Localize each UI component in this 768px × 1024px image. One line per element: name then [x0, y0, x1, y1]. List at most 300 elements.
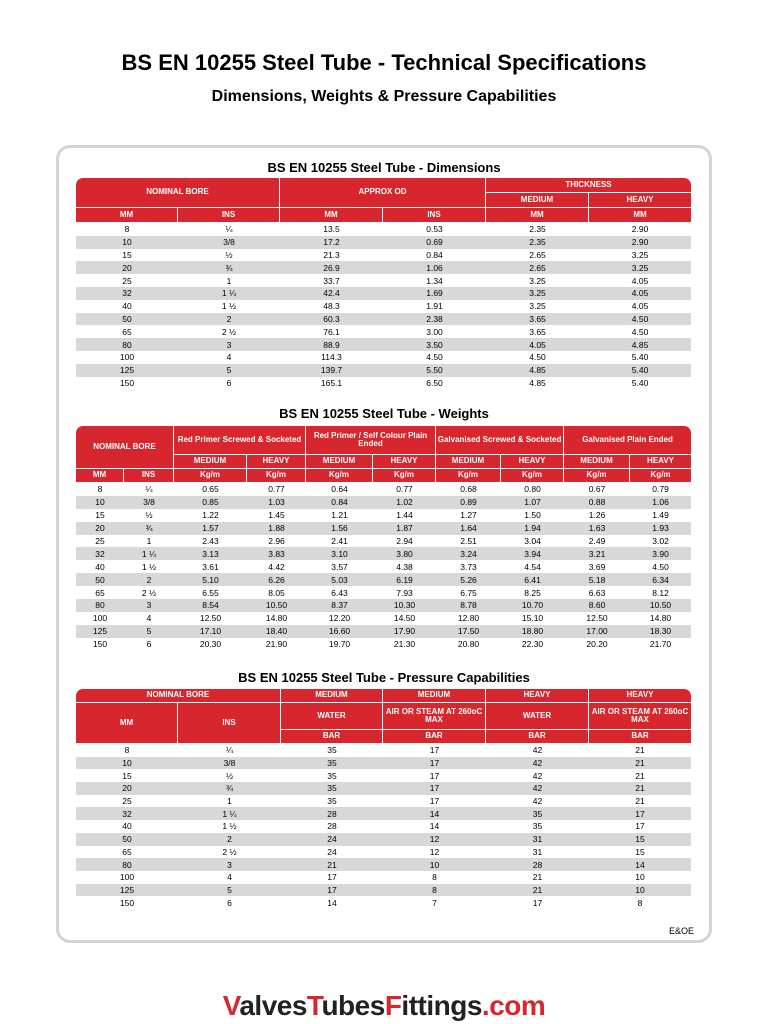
- table-row: [76, 313, 691, 326]
- header-heavy: HEAVY: [501, 455, 564, 469]
- brand-part: F: [384, 990, 402, 1021]
- table-row: [76, 236, 691, 249]
- table-row: [76, 223, 691, 236]
- table-cell: 1.22: [202, 510, 219, 521]
- table-cell: 21: [532, 872, 543, 883]
- table-cell: 21: [635, 745, 645, 756]
- table-cell: 15: [122, 249, 132, 260]
- table-cell: 15: [589, 833, 691, 846]
- table-cell: 5.18: [564, 573, 630, 586]
- table-cell: 1.50: [524, 510, 541, 521]
- header-heavy: HEAVY: [247, 455, 306, 469]
- table-row: [76, 522, 691, 535]
- table-cell: 42.4: [280, 287, 383, 300]
- table-cell: 40: [122, 301, 132, 312]
- table-cell: 35: [486, 807, 589, 820]
- table-cell: 2 ½: [221, 326, 237, 337]
- table-cell: 20: [76, 261, 178, 274]
- table-cell: 10.70: [501, 599, 564, 612]
- table-cell: 6.50: [426, 377, 443, 388]
- table-row: [76, 261, 691, 274]
- table-cell: 15.10: [521, 613, 544, 624]
- table-cell: 17.90: [373, 625, 436, 638]
- table-cell: 4.38: [396, 561, 413, 572]
- table-cell: 40: [122, 821, 132, 832]
- table-cell: 6: [227, 897, 232, 908]
- table-cell: 2.65: [529, 249, 546, 260]
- table-cell: 17.10: [174, 625, 247, 638]
- table-cell: 0.80: [524, 484, 541, 495]
- table-cell: 8.54: [174, 599, 247, 612]
- table-cell: 2: [178, 833, 281, 846]
- table-cell: 4.05: [589, 287, 691, 300]
- header-thickness-medium: MEDIUM: [486, 193, 589, 208]
- header-unit: Kg/m: [247, 469, 306, 483]
- table-cell: 0.77: [396, 484, 413, 495]
- table-cell: 20.80: [457, 639, 480, 650]
- table-cell: 2.94: [396, 536, 413, 546]
- table-cell: 6.34: [630, 573, 691, 586]
- table-row: [76, 496, 691, 509]
- header-group-galv-plain: Galvanised Plain Ended: [564, 426, 691, 455]
- table-cell: 8.05: [268, 587, 285, 598]
- table-cell: 1.88: [247, 522, 306, 535]
- table-cell: 0.69: [383, 236, 486, 249]
- table-cell: 14.50: [393, 613, 416, 624]
- header-heavy-mm: MM: [589, 208, 691, 223]
- table-cell: 3.13: [174, 547, 247, 560]
- table-cell: 10: [589, 884, 691, 897]
- table-cell: 18.30: [630, 625, 691, 638]
- table-cell: 42: [532, 770, 543, 781]
- table-cell: 3.04: [524, 536, 541, 546]
- table-cell: 8.37: [306, 599, 373, 612]
- table-cell: 28: [327, 821, 337, 832]
- table-cell: 15: [95, 510, 105, 521]
- dimensions-body: [76, 223, 691, 389]
- table-cell: 22.30: [521, 639, 544, 650]
- table-cell: 1.87: [373, 522, 436, 535]
- table-cell: 16.60: [306, 625, 373, 638]
- table-cell: 14: [383, 807, 486, 820]
- table-cell: 17: [383, 782, 486, 795]
- table-cell: 1.02: [373, 496, 436, 509]
- table-row: [76, 896, 691, 909]
- table-cell: 35: [327, 745, 337, 756]
- table-cell: 3.80: [373, 547, 436, 560]
- table-row: [76, 846, 691, 859]
- table-cell: 40: [95, 561, 105, 572]
- table-cell: 2.51: [460, 536, 477, 546]
- header-air-steam: AIR OR STEAM AT 260oC MAX: [589, 703, 691, 730]
- table-cell: 1.56: [306, 522, 373, 535]
- table-cell: 42: [486, 757, 589, 770]
- table-cell: 42: [532, 745, 543, 756]
- table-cell: 125: [76, 364, 178, 377]
- table-cell: 3.90: [630, 547, 691, 560]
- header-nb-mm: MM: [76, 208, 178, 223]
- table-row: [76, 625, 691, 638]
- table-cell: 33.7: [323, 275, 340, 286]
- table-cell: 4: [146, 613, 152, 624]
- table-cell: ¼: [225, 224, 233, 235]
- table-row: [76, 744, 691, 757]
- table-cell: 3.00: [426, 326, 443, 337]
- table-cell: 1.91: [426, 301, 443, 312]
- table-row: [76, 769, 691, 782]
- table-cell: 31: [486, 833, 589, 846]
- table-cell: 21: [589, 757, 691, 770]
- table-cell: 125: [76, 884, 178, 897]
- table-cell: 3.25: [631, 249, 649, 260]
- table-cell: 10: [76, 236, 178, 249]
- table-cell: 50: [76, 313, 178, 326]
- table-cell: 12.50: [586, 613, 608, 624]
- header-thickness: THICKNESS: [486, 178, 691, 193]
- header-nb-mm: MM: [76, 703, 178, 744]
- brand-part: ubes: [321, 990, 385, 1021]
- table-cell: 3.25: [486, 287, 589, 300]
- table-cell: 3/8: [178, 236, 280, 249]
- table-cell: 0.79: [652, 484, 669, 495]
- weights-table-title: BS EN 10255 Steel Tube - Weights: [279, 406, 489, 421]
- page-title: BS EN 10255 Steel Tube - Technical Specifications: [121, 50, 647, 75]
- header-od-ins: INS: [383, 208, 486, 223]
- table-cell: 21.70: [649, 639, 672, 650]
- header-nb-ins: INS: [124, 469, 174, 483]
- table-cell: 2: [124, 573, 174, 586]
- header-nb-ins: INS: [178, 703, 281, 744]
- table-cell: 17: [532, 897, 543, 908]
- table-cell: 15: [122, 770, 132, 781]
- table-cell: 0.68: [460, 484, 477, 495]
- table-cell: 6.75: [460, 587, 477, 598]
- table-cell: 1 ½: [141, 561, 157, 572]
- page-subtitle: Dimensions, Weights & Pressure Capabilities: [211, 88, 557, 105]
- table-cell: 1: [227, 796, 232, 807]
- table-cell: 65: [122, 846, 132, 857]
- table-cell: 2.65: [486, 261, 589, 274]
- table-row: [76, 547, 691, 560]
- table-cell: 3: [124, 599, 174, 612]
- eoe-note: E&OE: [668, 926, 694, 936]
- table-cell: 14: [327, 897, 337, 908]
- table-cell: 3.25: [529, 275, 546, 286]
- table-row: [76, 833, 691, 846]
- table-cell: 10.50: [247, 599, 306, 612]
- table-cell: 17: [635, 821, 645, 832]
- table-row: [76, 586, 691, 599]
- table-cell: 8.78: [436, 599, 501, 612]
- table-cell: 3.02: [652, 536, 669, 546]
- table-cell: 31: [532, 846, 543, 857]
- table-cell: 12: [429, 846, 440, 857]
- table-cell: 2.43: [202, 536, 219, 546]
- table-row: [76, 483, 691, 496]
- table-cell: 15: [635, 846, 645, 857]
- table-cell: 6.19: [373, 573, 436, 586]
- table-cell: 0.89: [436, 496, 501, 509]
- table-cell: 18.40: [247, 625, 306, 638]
- table-cell: 32: [76, 287, 178, 300]
- table-cell: 20.30: [199, 639, 222, 650]
- table-cell: 21.30: [393, 639, 416, 650]
- table-cell: 50: [76, 573, 124, 586]
- table-cell: 88.9: [280, 338, 383, 351]
- table-cell: 4.54: [524, 561, 541, 572]
- table-cell: 48.3: [323, 301, 340, 312]
- table-cell: 3: [178, 338, 280, 351]
- table-cell: 8: [383, 884, 486, 897]
- header-heavy: HEAVY: [630, 455, 691, 469]
- table-cell: 0.64: [331, 484, 348, 495]
- table-cell: 42: [532, 796, 543, 807]
- table-cell: 4.50: [631, 326, 649, 337]
- table-cell: ¾: [124, 522, 174, 535]
- table-cell: 5: [178, 364, 280, 377]
- table-cell: 4.05: [486, 338, 589, 351]
- table-cell: 6.26: [247, 573, 306, 586]
- table-cell: 8: [97, 484, 103, 495]
- table-cell: ¼: [225, 745, 234, 756]
- table-cell: 100: [119, 872, 135, 883]
- table-cell: ½: [225, 249, 233, 260]
- table-cell: 0.65: [202, 484, 219, 495]
- table-cell: 24: [327, 846, 337, 857]
- header-air-steam: AIR OR STEAM AT 260oC MAX: [383, 703, 486, 730]
- table-cell: 3.25: [589, 261, 691, 274]
- table-cell: 1.45: [268, 510, 285, 521]
- table-cell: 8.12: [652, 587, 669, 598]
- table-cell: ¾: [178, 782, 281, 795]
- table-cell: 32: [76, 807, 178, 820]
- table-cell: 8: [124, 745, 130, 756]
- table-cell: 18.80: [501, 625, 564, 638]
- table-row: [76, 820, 691, 833]
- table-cell: 21: [635, 770, 645, 781]
- table-row: [76, 351, 691, 364]
- table-cell: 3.24: [436, 547, 501, 560]
- table-cell: 17.50: [436, 625, 501, 638]
- table-cell: 10.50: [630, 599, 691, 612]
- table-cell: 100: [92, 613, 108, 624]
- table-cell: 139.7: [280, 364, 383, 377]
- header-heavy: HEAVY: [486, 689, 589, 703]
- table-cell: 19.70: [328, 639, 351, 650]
- table-cell: 1.27: [460, 510, 477, 521]
- table-cell: 80: [76, 338, 178, 351]
- table-cell: 2.35: [486, 236, 589, 249]
- table-cell: 1.21: [331, 510, 348, 521]
- table-cell: 65: [122, 326, 132, 337]
- table-cell: 1: [146, 536, 152, 546]
- table-cell: 21.90: [265, 639, 288, 650]
- header-medium: MEDIUM: [564, 455, 630, 469]
- table-cell: 5.26: [436, 573, 501, 586]
- table-cell: 4.50: [529, 352, 546, 363]
- table-cell: 4.05: [631, 301, 649, 312]
- table-cell: 1.06: [630, 496, 691, 509]
- table-cell: 1: [226, 275, 232, 286]
- table-cell: 6: [226, 377, 232, 388]
- table-cell: 1.26: [588, 510, 606, 521]
- brand-part: alves: [239, 990, 307, 1021]
- table-cell: 5.40: [589, 364, 691, 377]
- table-cell: 150: [119, 377, 135, 388]
- table-row: [76, 757, 691, 770]
- table-cell: 2.96: [268, 536, 285, 546]
- header-unit: BAR: [486, 730, 589, 744]
- header-nominal-bore: NOMINAL BORE: [76, 178, 280, 208]
- table-cell: 10.30: [373, 599, 436, 612]
- table-cell: ¾: [178, 261, 280, 274]
- table-cell: 2.38: [383, 313, 486, 326]
- table-cell: 1.69: [383, 287, 486, 300]
- table-cell: 17: [383, 757, 486, 770]
- table-row: [76, 795, 691, 808]
- table-cell: 6.55: [202, 587, 219, 598]
- header-medium: MEDIUM: [174, 455, 247, 469]
- table-row: [76, 858, 691, 871]
- table-cell: 17.00: [564, 625, 630, 638]
- table-cell: 1.07: [501, 496, 564, 509]
- table-cell: 35: [327, 796, 337, 807]
- table-cell: 17: [429, 770, 440, 781]
- table-cell: 3.73: [460, 561, 477, 572]
- table-row: [76, 364, 691, 377]
- header-unit: Kg/m: [373, 469, 436, 483]
- table-cell: 4: [227, 872, 232, 883]
- table-row: [76, 287, 691, 300]
- table-row: [76, 612, 691, 625]
- table-cell: 60.3: [280, 313, 383, 326]
- header-nominal-bore: NOMINAL BORE: [76, 426, 174, 469]
- table-cell: 4.85: [529, 377, 546, 388]
- table-cell: 2.90: [631, 224, 649, 235]
- header-group-red-primer-plain: Red Primer / Self Colour Plain Ended: [306, 426, 436, 455]
- table-cell: 3.69: [588, 561, 606, 572]
- table-row: [76, 807, 691, 820]
- header-unit: BAR: [383, 730, 486, 744]
- table-cell: 6: [146, 639, 152, 650]
- dimensions-table: [76, 178, 691, 389]
- table-cell: 4.50: [426, 352, 443, 363]
- header-unit: Kg/m: [630, 469, 691, 483]
- table-cell: 17: [281, 884, 383, 897]
- brand-part: V: [222, 990, 240, 1021]
- pressure-body: [76, 744, 691, 909]
- table-cell: 3.65: [486, 313, 589, 326]
- table-row: [76, 599, 691, 612]
- table-cell: 5.50: [383, 364, 486, 377]
- table-cell: ½: [145, 510, 153, 521]
- table-cell: 1.63: [564, 522, 630, 535]
- table-cell: 4.50: [652, 561, 669, 572]
- header-unit: BAR: [589, 730, 691, 744]
- table-cell: 12: [383, 833, 486, 846]
- table-cell: 21.3: [323, 249, 340, 260]
- table-cell: 0.84: [306, 496, 373, 509]
- header-medium: MEDIUM: [436, 455, 501, 469]
- table-cell: 28: [281, 807, 383, 820]
- table-cell: 80: [76, 858, 178, 871]
- table-cell: 4.85: [486, 364, 589, 377]
- header-unit: Kg/m: [564, 469, 630, 483]
- header-water: WATER: [281, 703, 383, 730]
- table-cell: 12.20: [328, 613, 351, 624]
- table-cell: 5.40: [631, 352, 649, 363]
- brand-part: T: [306, 990, 322, 1021]
- table-cell: 5.40: [631, 377, 649, 388]
- table-cell: 32: [76, 547, 124, 560]
- table-cell: 6.43: [331, 587, 348, 598]
- table-cell: 2.41: [331, 536, 348, 546]
- table-cell: 3.25: [529, 301, 546, 312]
- table-cell: 14.80: [265, 613, 288, 624]
- table-cell: 0.85: [174, 496, 247, 509]
- table-cell: 3.83: [247, 547, 306, 560]
- table-cell: 10: [383, 858, 486, 871]
- table-cell: 17.2: [280, 236, 383, 249]
- header-approx-od: APPROX OD: [280, 178, 486, 208]
- header-unit: Kg/m: [306, 469, 373, 483]
- header-heavy: HEAVY: [373, 455, 436, 469]
- table-cell: 1.57: [174, 522, 247, 535]
- table-cell: 20.20: [586, 639, 608, 650]
- table-cell: 14: [589, 858, 691, 871]
- table-cell: 80: [76, 599, 124, 612]
- table-cell: 8: [432, 872, 437, 883]
- table-cell: 1.94: [501, 522, 564, 535]
- table-cell: 5.10: [174, 573, 247, 586]
- table-cell: 3.61: [202, 561, 219, 572]
- table-cell: 28: [486, 858, 589, 871]
- header-heavy: HEAVY: [589, 689, 691, 703]
- table-cell: 150: [119, 897, 135, 908]
- table-cell: 8.25: [524, 587, 541, 598]
- pressure-table-title: BS EN 10255 Steel Tube - Pressure Capabilities: [238, 670, 530, 685]
- table-cell: 2.35: [529, 224, 546, 235]
- table-cell: 5: [178, 884, 281, 897]
- table-cell: 114.3: [321, 352, 342, 363]
- table-cell: 3/8: [124, 496, 174, 509]
- brand-logo: [0, 990, 768, 1022]
- table-row: [76, 249, 691, 262]
- table-cell: 35: [532, 821, 543, 832]
- table-cell: 13.5: [323, 224, 340, 235]
- table-cell: 2 ½: [141, 587, 157, 598]
- table-cell: 14: [429, 821, 440, 832]
- table-cell: 3.65: [529, 326, 546, 337]
- table-row: [76, 871, 691, 884]
- table-cell: 24: [281, 833, 383, 846]
- table-cell: 1 ¼: [124, 547, 174, 560]
- table-cell: 5.03: [306, 573, 373, 586]
- table-cell: 6.41: [501, 573, 564, 586]
- header-unit: BAR: [281, 730, 383, 744]
- table-cell: 35: [281, 757, 383, 770]
- table-cell: 12.50: [199, 613, 222, 624]
- table-cell: 7.93: [396, 587, 413, 598]
- weights-table: [76, 426, 691, 651]
- table-cell: ½: [225, 770, 234, 781]
- table-cell: 10: [76, 496, 124, 509]
- table-cell: 0.88: [564, 496, 630, 509]
- header-medium-mm: MM: [486, 208, 589, 223]
- table-cell: 21: [589, 782, 691, 795]
- header-medium: MEDIUM: [306, 455, 373, 469]
- table-cell: 21: [486, 884, 589, 897]
